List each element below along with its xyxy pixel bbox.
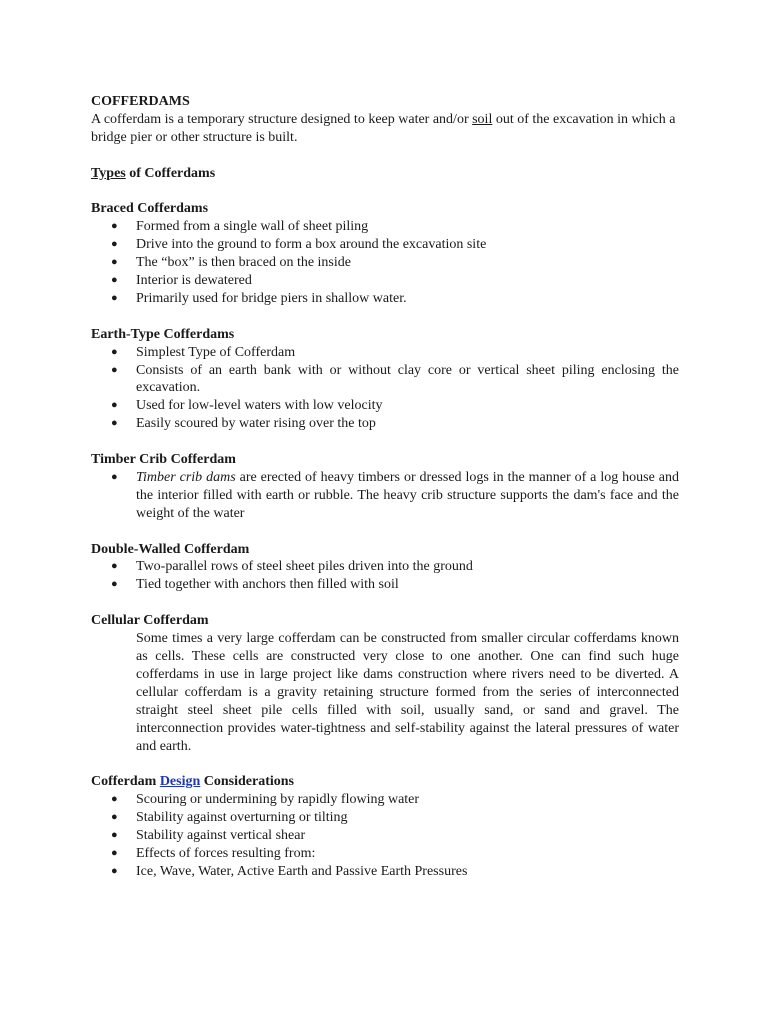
list-item [91, 254, 679, 272]
document-title: COFFERDAMS [91, 94, 190, 109]
design-heading [91, 773, 679, 791]
list-item [91, 397, 679, 415]
list-item [91, 344, 679, 362]
bullet-icon: ● [111, 560, 118, 573]
list-item [91, 272, 679, 290]
soil-link[interactable]: soil [472, 111, 493, 127]
timber-heading: Timber Crib Cofferdam [91, 452, 236, 468]
list-item-text: The “box” is then braced on the inside [136, 255, 351, 271]
list-item [91, 290, 679, 308]
list-item-text: Stability against overturning or tilting [136, 810, 348, 826]
list-item [91, 218, 679, 236]
braced-list [91, 218, 679, 308]
list-item-text: Easily scoured by water rising over the top [136, 416, 376, 432]
double-heading: Double-Walled Cofferdam [91, 541, 250, 557]
bullet-icon: ● [111, 256, 118, 269]
list-item [91, 558, 679, 576]
bullet-icon: ● [111, 829, 118, 842]
intro-text-before: A cofferdam is a temporary structure designed to keep water and/or [91, 111, 473, 127]
types-heading-underlined: Types [91, 165, 126, 181]
bullet-icon: ● [111, 274, 118, 287]
bullet-icon: ● [111, 238, 118, 251]
bullet-icon: ● [111, 811, 118, 824]
design-heading-before: Cofferdam [91, 774, 160, 790]
earth-heading: Earth-Type Cofferdams [91, 326, 235, 342]
design-heading-after: Considerations [200, 774, 294, 790]
cellular-paragraph: Some times a very large cofferdam can be constructed from smaller circular cofferdams known as cells. These cells are constructed very close to one another. One can find such huge cofferdams in use in large project like dams construction where rivers need to be diverted. A cellular cofferdam is a gravity retaining structure formed from the series of interconnected straight steel sheet pile cells filled with soil, usually sand, or sand and gravel. The interconnection provides water-tightness and self-stability against the lateral pressures of water and earth. [136, 631, 679, 754]
list-item-text: Stability against vertical shear [136, 828, 306, 844]
list-item [91, 576, 679, 594]
list-item [91, 863, 679, 881]
list-item [91, 791, 679, 809]
list-item [91, 362, 679, 398]
bullet-icon: ● [111, 470, 118, 483]
bullet-icon: ● [111, 864, 118, 877]
braced-heading: Braced Cofferdams [91, 201, 209, 217]
list-item-text: Formed from a single wall of sheet piling [136, 219, 369, 235]
double-list [91, 558, 679, 594]
list-item [91, 809, 679, 827]
types-heading [91, 165, 679, 183]
timber-item-text: are erected of heavy timbers or dressed logs in the manner of a log house and the interior filled with earth or rubble. The heavy crib structure supports the dam's face and the weight of the water [136, 469, 679, 521]
bullet-icon: ● [111, 793, 118, 806]
document-page [91, 93, 679, 881]
intro-paragraph [91, 111, 679, 147]
bullet-icon: ● [111, 417, 118, 430]
bullet-icon: ● [111, 399, 118, 412]
intro-text-after: out of the excavation in which a bridge pier or other structure is built. [91, 111, 676, 145]
bullet-icon: ● [111, 220, 118, 233]
bullet-icon: ● [111, 578, 118, 591]
list-item-text: Tied together with anchors then filled with soil [136, 577, 399, 593]
timber-item-italic: Timber crib dams [136, 469, 236, 485]
list-item-text: Effects of forces resulting from: [136, 845, 316, 861]
list-item-text: Used for low-level waters with low velocity [136, 398, 383, 414]
types-heading-rest: of Cofferdams [125, 165, 216, 181]
list-item [91, 845, 679, 863]
bullet-icon: ● [111, 291, 118, 304]
list-item [91, 827, 679, 845]
earth-list [91, 344, 679, 434]
list-item-text: Consists of an earth bank with or without clay core or vertical sheet piling enclosing the excavation. [136, 362, 679, 396]
bullet-icon: ● [111, 846, 118, 859]
cellular-heading: Cellular Cofferdam [91, 613, 209, 629]
list-item-text: Scouring or undermining by rapidly flowing water [136, 792, 420, 808]
list-item [91, 415, 679, 433]
list-item-text: Interior is dewatered [136, 273, 252, 289]
bullet-icon: ● [111, 345, 118, 358]
list-item-text: Drive into the ground to form a box around the excavation site [136, 237, 487, 253]
list-item-text: Ice, Wave, Water, Active Earth and Passive Earth Pressures [136, 863, 468, 879]
design-list [91, 791, 679, 881]
list-item [91, 236, 679, 254]
list-item-text: Simplest Type of Cofferdam [136, 344, 296, 360]
design-link[interactable]: Design [159, 774, 201, 790]
list-item-text: Two-parallel rows of steel sheet piles driven into the ground [136, 559, 473, 575]
timber-list [91, 469, 679, 523]
bullet-icon: ● [111, 363, 118, 376]
list-item-text: Primarily used for bridge piers in shallow water. [136, 290, 407, 306]
list-item [91, 469, 679, 523]
